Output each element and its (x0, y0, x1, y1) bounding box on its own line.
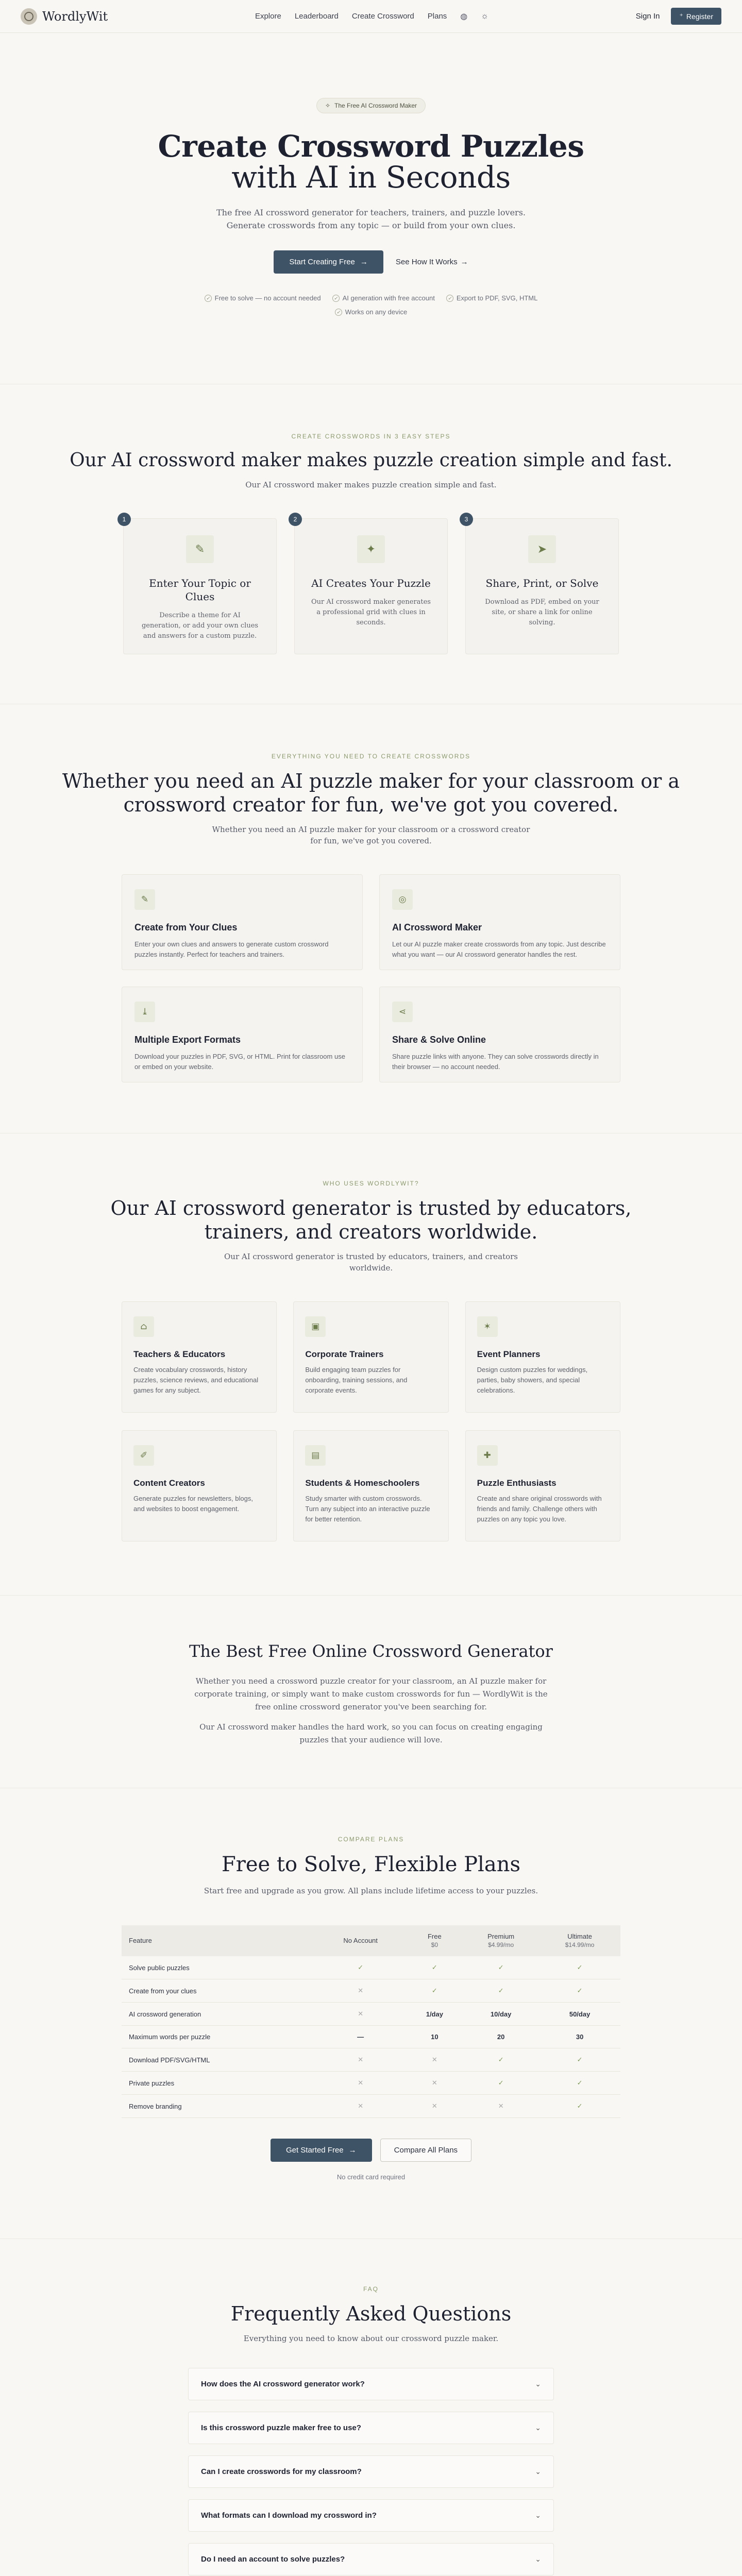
brand-logo-link[interactable] (21, 8, 108, 25)
hero-subtitle: The free AI crossword generator for teachers, trainers, and puzzle lovers. Generate crosswords from any topic — or build from your own clues. (216, 208, 526, 230)
plan-row (122, 1956, 620, 1979)
plan-value-cell: ✕ (315, 2072, 407, 2095)
party-icon: ✶ (477, 1316, 498, 1337)
audience-eyebrow: WHO USES WORDLYWIT? (323, 1180, 419, 1187)
plan-value-cell: ✓ (539, 2095, 620, 2118)
top-nav (0, 0, 742, 33)
plan-name: Free (427, 1933, 442, 1940)
register-label: Register (686, 12, 713, 21)
plan-value-cell: ✕ (315, 2095, 407, 2118)
best-paragraph-2: Our AI crossword maker handles the hard work, so you can focus on creating engaging puzzles that your audience will love. (199, 1722, 543, 1744)
download-icon: ⤓ (134, 1002, 155, 1022)
plan-feature-cell: Solve public puzzles (122, 1956, 315, 1979)
feature-title: Share & Solve Online (392, 1035, 486, 1045)
audience-title-label: Event Planners (477, 1349, 541, 1359)
main-nav (255, 11, 488, 22)
brand-name: WordlyWit (42, 9, 108, 24)
plan-row (122, 2095, 620, 2118)
feature-card (122, 874, 363, 970)
share-icon: ⋖ (392, 1002, 413, 1022)
check-label: AI generation with free account (342, 294, 435, 302)
feature-title: Multiple Export Formats (134, 1035, 241, 1045)
hero-badge-label: The Free AI Crossword Maker (334, 102, 417, 109)
hero-badge (316, 98, 426, 113)
feature-card (379, 874, 620, 970)
steps-lead: Our AI crossword maker makes puzzle creation simple and fast. (245, 480, 497, 489)
see-how-label: See How It Works (395, 258, 458, 266)
edit-icon: ✎ (134, 889, 155, 910)
plan-value-cell: ✓ (463, 1979, 539, 2003)
check-item (446, 294, 538, 302)
feature-text: Share puzzle links with anyone. They can solve crosswords directly in their browser — no account needed. (392, 1053, 599, 1071)
step-card (465, 518, 619, 654)
plan-feature-cell: Create from your clues (122, 1979, 315, 2003)
chevron-down-icon: ⌄ (535, 2467, 541, 2476)
faq-item[interactable] (188, 2543, 554, 2575)
faq-section (0, 2239, 742, 2576)
step-title: Share, Print, or Solve (485, 577, 599, 589)
plan-value-cell: ✓ (539, 2072, 620, 2095)
book-icon: ▤ (305, 1445, 326, 1466)
sparkle-icon: ✧ (325, 102, 330, 109)
best-paragraph-1: Whether you need a crossword puzzle creator for your classroom, an AI puzzle maker for corporate training, or simply want to make custom crosswords for fun — WordlyWit is the free online crossword generator you've been searching for. (194, 1676, 548, 1711)
plan-row (122, 2003, 620, 2026)
plan-name: Premium (487, 1933, 515, 1940)
audience-title: Our AI crossword generator is trusted by educators, trainers, and creators worldwide. (110, 1197, 632, 1243)
audience-title-label: Teachers & Educators (133, 1349, 226, 1359)
plan-value-cell: ✓ (539, 1979, 620, 2003)
plan-name: Feature (129, 1937, 152, 1944)
chevron-down-icon: ⌄ (535, 2380, 541, 2388)
feature-card (379, 987, 620, 1082)
audience-text: Create and share original crosswords with friends and family. Challenge others with puzzles on any topic you love. (477, 1495, 602, 1523)
audience-title-label: Students & Homeschoolers (305, 1478, 420, 1488)
audience-lead: Our AI crossword generator is trusted by educators, trainers, and creators worldwide. (224, 1252, 518, 1273)
faq-item[interactable] (188, 2499, 554, 2532)
plan-row (122, 2026, 620, 2048)
pricing-note: No credit card required (336, 2173, 406, 2181)
steps-title: Our AI crossword maker makes puzzle creation simple and fast. (70, 450, 672, 471)
check-icon: ✓ (205, 295, 212, 302)
faq-question: Is this crossword puzzle maker free to use? (201, 2424, 361, 2432)
hero-title-line2: with AI in Seconds (231, 160, 511, 195)
plans-table-body (122, 1956, 620, 2118)
plan-price: $4.99/mo (488, 1941, 514, 1948)
plan-value-cell: ✓ (539, 1956, 620, 1979)
step-card (294, 518, 448, 654)
faq-item[interactable] (188, 2455, 554, 2488)
plan-row (122, 2048, 620, 2072)
plan-value-cell: 20 (463, 2026, 539, 2048)
feature-card (122, 987, 363, 1082)
plans-table (122, 1925, 620, 2118)
send-icon: ➤ (528, 535, 556, 563)
plan-value-cell: ✕ (407, 2072, 463, 2095)
audience-card (293, 1430, 448, 1541)
plan-value-cell: 1/day (407, 2003, 463, 2026)
nav-link-leaderboard[interactable]: Leaderboard (294, 12, 339, 21)
hero-title-line1: Create Crossword Puzzles (158, 129, 584, 164)
step-text: Our AI crossword maker generates a professional grid with clues in seconds. (311, 598, 431, 626)
plan-price: $0 (431, 1941, 439, 1948)
check-icon: ✓ (332, 295, 340, 302)
feature-title: Create from Your Clues (134, 922, 238, 933)
plan-value-cell: ✓ (463, 1956, 539, 1979)
faq-question: What formats can I download my crossword in? (201, 2511, 377, 2520)
pricing-section (0, 1788, 742, 2239)
plan-row (122, 2072, 620, 2095)
plan-value-cell: ✓ (315, 1956, 407, 1979)
arrow-right-icon: → (460, 258, 468, 266)
check-icon: ✓ (446, 295, 453, 302)
audience-text: Study smarter with custom crosswords. Turn any subject into an interactive puzzle for better retention. (305, 1495, 430, 1523)
audience-grid (122, 1301, 620, 1541)
step-number: 3 (460, 513, 473, 526)
hero-title (0, 131, 742, 193)
plan-price: $14.99/mo (565, 1941, 595, 1948)
magic-wand-icon: ✦ (357, 535, 385, 563)
audience-text: Create vocabulary crosswords, history puzzles, science reviews, and educational games for any subject. (133, 1366, 259, 1394)
plan-header (539, 1925, 620, 1956)
plan-value-cell: ✓ (463, 2072, 539, 2095)
check-label: Works on any device (345, 308, 408, 316)
plan-name: No Account (343, 1937, 378, 1944)
features-eyebrow: EVERYTHING YOU NEED TO CREATE CROSSWORDS (271, 753, 471, 760)
compare-plans-button[interactable]: Compare All Plans (380, 2139, 471, 2162)
audience-title-label: Content Creators (133, 1478, 205, 1488)
step-title: Enter Your Topic or Clues (149, 577, 251, 603)
nav-link-plans[interactable]: Plans (427, 12, 447, 21)
theme-toggle-icon[interactable]: ☼ (481, 11, 488, 21)
nav-link-explore[interactable]: Explore (255, 12, 281, 21)
plan-value-cell: ✕ (315, 2048, 407, 2072)
chevron-down-icon: ⌄ (535, 2555, 541, 2563)
chevron-down-icon: ⌄ (535, 2424, 541, 2432)
faq-question: Can I create crosswords for my classroom? (201, 2467, 362, 2476)
puzzle-icon: ✚ (477, 1445, 498, 1466)
plan-value-cell: ✓ (539, 2048, 620, 2072)
plan-header (407, 1925, 463, 1956)
faq-question: How does the AI crossword generator work? (201, 2380, 365, 2388)
plan-value-cell: ✓ (463, 2048, 539, 2072)
audience-title-label: Corporate Trainers (305, 1349, 384, 1359)
plan-header (122, 1925, 315, 1956)
nav-actions (636, 8, 721, 25)
feature-title: AI Crossword Maker (392, 922, 482, 933)
plan-header (463, 1925, 539, 1956)
ai-chip-icon: ◎ (392, 889, 413, 910)
audience-section (0, 1133, 742, 1596)
step-card (123, 518, 277, 654)
step-title: AI Creates Your Puzzle (311, 577, 431, 589)
plan-value-cell: — (315, 2026, 407, 2048)
audience-title-label: Puzzle Enthusiasts (477, 1478, 556, 1488)
check-item (205, 294, 321, 302)
arrow-right-icon: → (348, 2146, 357, 2155)
plan-value-cell: ✓ (407, 1979, 463, 2003)
hero-section (0, 33, 742, 384)
check-icon: ✓ (335, 309, 342, 316)
see-how-link[interactable] (396, 258, 468, 266)
check-item (335, 308, 407, 316)
hero-ctas (0, 250, 742, 274)
faq-question: Do I need an account to solve puzzles? (201, 2555, 345, 2564)
get-started-button[interactable] (271, 2139, 372, 2162)
check-item (332, 294, 435, 302)
get-started-label: Get Started Free (285, 2146, 344, 2155)
plan-name: Ultimate (567, 1933, 592, 1940)
audience-text: Build engaging team puzzles for onboarding, training sessions, and corporate events. (305, 1366, 408, 1394)
steps-row (0, 518, 742, 654)
feature-text: Enter your own clues and answers to generate custom crossword puzzles instantly. Perfect for teachers and trainers. (134, 940, 329, 958)
globe-icon[interactable]: ◍ (460, 12, 468, 21)
pricing-title: Free to Solve, Flexible Plans (222, 1853, 520, 1876)
check-label: Export to PDF, SVG, HTML (456, 294, 538, 302)
plan-value-cell: 10/day (463, 2003, 539, 2026)
plan-value-cell: 10 (407, 2026, 463, 2048)
plan-feature-cell: AI crossword generation (122, 2003, 315, 2026)
steps-section (0, 384, 742, 704)
faq-title: Frequently Asked Questions (230, 2302, 512, 2325)
audience-card (465, 1301, 620, 1413)
plan-value-cell: ✕ (315, 2003, 407, 2026)
feature-text: Let our AI puzzle maker create crosswords from any topic. Just describe what you want — our AI crossword generator handles the rest. (392, 940, 606, 958)
sign-in-link[interactable]: Sign In (635, 12, 660, 21)
plan-value-cell: ✕ (315, 1979, 407, 2003)
pricing-eyebrow: COMPARE PLANS (338, 1836, 404, 1843)
hero-checklist (175, 294, 567, 316)
user-plus-icon: ⁺ (679, 12, 683, 20)
plan-row (122, 1979, 620, 2003)
plan-header (315, 1925, 407, 1956)
step-number: 1 (117, 513, 131, 526)
start-creating-label: Start Creating Free (289, 258, 355, 266)
audience-text: Design custom puzzles for weddings, parties, baby showers, and special celebrations. (477, 1366, 588, 1394)
faq-eyebrow: FAQ (363, 2285, 379, 2293)
faq-list (188, 2368, 554, 2575)
plan-feature-cell: Maximum words per puzzle (122, 2026, 315, 2048)
plan-value-cell: ✕ (407, 2048, 463, 2072)
step-number: 2 (289, 513, 302, 526)
faq-item[interactable] (188, 2368, 554, 2400)
plan-feature-cell: Private puzzles (122, 2072, 315, 2095)
plan-value-cell: ✕ (463, 2095, 539, 2118)
best-title: The Best Free Online Crossword Generator (189, 1641, 553, 1661)
plan-feature-cell: Download PDF/SVG/HTML (122, 2048, 315, 2072)
step-text: Describe a theme for AI generation, or add your own clues and answers for a custom puzzle. (141, 612, 259, 640)
brand-logo-icon (21, 8, 37, 25)
plan-feature-cell: Remove branding (122, 2095, 315, 2118)
plans-header-row (122, 1925, 620, 1956)
plan-value-cell: 30 (539, 2026, 620, 2048)
start-creating-button[interactable] (274, 250, 383, 274)
audience-card (122, 1430, 277, 1541)
nav-link-create-crossword[interactable]: Create Crossword (351, 12, 414, 21)
pricing-lead: Start free and upgrade as you grow. All plans include lifetime access to your puzzles. (204, 1886, 538, 1895)
features-lead: Whether you need an AI puzzle maker for your classroom or a crossword creator for fun, we've got you covered. (212, 825, 530, 845)
check-label: Free to solve — no account needed (214, 294, 321, 302)
step-text: Download as PDF, embed on your site, or share a link for online solving. (485, 598, 599, 626)
graduation-cap-icon: ⌂ (133, 1316, 154, 1337)
plan-value-cell: 50/day (539, 2003, 620, 2026)
audience-card (465, 1430, 620, 1541)
features-title: Whether you need an AI puzzle maker for your classroom or a crossword creator for fun, we've got you covered. (62, 770, 680, 816)
pen-icon: ✐ (133, 1445, 154, 1466)
pencil-icon: ✎ (186, 535, 214, 563)
chevron-down-icon: ⌄ (535, 2511, 541, 2519)
feature-text: Download your puzzles in PDF, SVG, or HTML. Print for classroom use or embed on your website. (134, 1053, 345, 1071)
faq-item[interactable] (188, 2412, 554, 2444)
plan-value-cell: ✓ (407, 1956, 463, 1979)
audience-card (293, 1301, 448, 1413)
arrow-right-icon: → (360, 258, 368, 266)
audience-card (122, 1301, 277, 1413)
features-grid (122, 874, 620, 1082)
plan-value-cell: ✕ (407, 2095, 463, 2118)
best-generator-section (0, 1596, 742, 1788)
features-section (0, 704, 742, 1133)
audience-text: Generate puzzles for newsletters, blogs, and websites to boost engagement. (133, 1495, 253, 1513)
briefcase-icon: ▣ (305, 1316, 326, 1337)
pricing-ctas (0, 2139, 742, 2162)
faq-lead: Everything you need to know about our crossword puzzle maker. (243, 2334, 499, 2343)
register-button[interactable] (671, 8, 721, 25)
steps-eyebrow: CREATE CROSSWORDS IN 3 EASY STEPS (291, 433, 451, 440)
